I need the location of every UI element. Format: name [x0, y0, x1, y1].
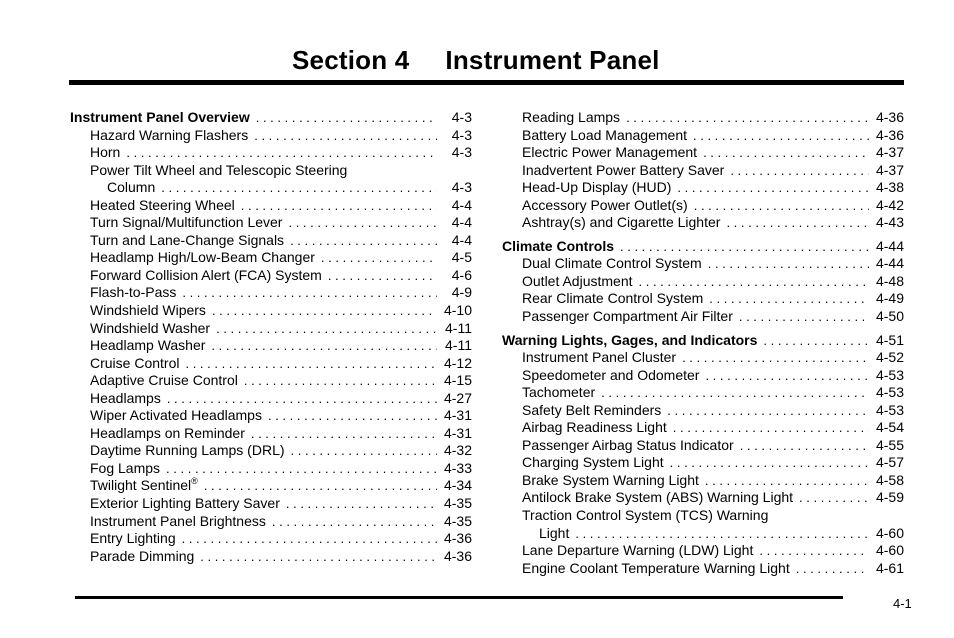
dot-leader: [726, 214, 869, 232]
toc-page-number: 4-57: [875, 454, 904, 471]
toc-entry-label: Charging System Light: [522, 454, 664, 471]
dot-leader: [185, 355, 437, 373]
dot-leader: [286, 495, 437, 513]
toc-entry[interactable]: [70, 390, 472, 408]
dot-leader: [328, 267, 437, 285]
toc-entry[interactable]: [502, 507, 904, 525]
dot-leader: [182, 530, 437, 548]
toc-page-number: 4-48: [875, 272, 904, 289]
toc-entry[interactable]: [70, 513, 472, 531]
toc-page-number: 4-32: [443, 442, 472, 459]
toc-entry-label: Lane Departure Warning (LDW) Light: [522, 542, 754, 559]
toc-page-number: 4-53: [875, 366, 904, 383]
toc-entry[interactable]: [502, 542, 904, 560]
toc-heading[interactable]: [502, 238, 904, 256]
toc-heading[interactable]: [502, 332, 904, 350]
toc-page-number: 4-53: [875, 401, 904, 418]
dot-leader: [693, 127, 869, 145]
dot-leader: [268, 407, 437, 425]
dot-leader: [244, 372, 437, 390]
toc-page-number: 4-15: [443, 372, 472, 389]
toc-page-number: 4-55: [875, 436, 904, 453]
toc-page-number: 4-44: [875, 255, 904, 272]
dot-leader: [291, 442, 437, 460]
toc-page-number: 4-44: [875, 237, 904, 254]
toc-entry-label: Airbag Readiness Light: [522, 419, 667, 436]
toc-entry-label: Antilock Brake System (ABS) Warning Light: [522, 489, 794, 506]
dot-leader: [256, 109, 437, 127]
dot-leader: [677, 179, 869, 197]
toc-entry[interactable]: [70, 495, 472, 513]
toc-page-number: 4-4: [451, 214, 472, 231]
toc-entry[interactable]: [70, 144, 472, 162]
toc-column-left: [70, 109, 472, 565]
toc-entry-label: Twilight Sentinel®: [90, 476, 198, 494]
section-name: Instrument Panel: [445, 45, 660, 75]
toc-entry-label: Electric Power Management: [522, 144, 698, 161]
dot-leader: [272, 513, 437, 531]
section-title: [292, 43, 660, 77]
dot-leader: [705, 472, 869, 490]
dot-leader: [126, 144, 437, 162]
toc-entry[interactable]: [70, 267, 472, 285]
section-label: Section 4: [292, 45, 410, 75]
dot-leader: [730, 162, 869, 180]
toc-entry-label: Cruise Control: [90, 354, 180, 371]
toc-entry[interactable]: [502, 384, 904, 402]
dot-leader: [166, 460, 437, 478]
toc-page-number: 4-60: [875, 542, 904, 559]
toc-entry-label: Rear Climate Control System: [522, 290, 704, 307]
toc-entry-label: Speedometer and Odometer: [522, 366, 700, 383]
toc-entry-label: Light: [539, 524, 570, 541]
toc-entry[interactable]: [502, 214, 904, 232]
toc-page-number: 4-33: [443, 459, 472, 476]
toc-entry-label: Outlet Adjustment: [522, 272, 633, 289]
toc-entry[interactable]: [70, 548, 472, 566]
toc-entry[interactable]: [502, 489, 904, 507]
toc-page-number: 4-3: [451, 179, 472, 196]
toc-entry[interactable]: [70, 460, 472, 478]
toc-entry-label: Warning Lights, Gages, and Indicators: [502, 331, 758, 348]
toc-entry-label: Forward Collision Alert (FCA) System: [90, 266, 322, 283]
toc-entry-label: Heated Steering Wheel: [90, 196, 235, 213]
toc-entry-label: Traction Control System (TCS) Warning: [522, 507, 769, 524]
toc-entry[interactable]: [502, 290, 904, 308]
toc-page-number: 4-36: [875, 109, 904, 125]
toc-entry[interactable]: [502, 179, 904, 197]
toc-entry-label: Dual Climate Control System: [522, 255, 702, 272]
toc-entry-label: Headlamps on Reminder: [90, 424, 245, 441]
toc-entry-label: Ashtray(s) and Cigarette Lighter: [522, 214, 721, 231]
toc-entry[interactable]: [502, 127, 904, 145]
dot-leader: [739, 308, 869, 326]
toc-entry-label: Headlamp Washer: [90, 337, 206, 354]
toc-entry[interactable]: [70, 442, 472, 460]
toc-entry-label: Inadvertent Power Battery Saver: [522, 161, 725, 178]
toc-column-right: [502, 109, 904, 577]
toc-entry[interactable]: [70, 214, 472, 232]
toc-page-number: 4-58: [875, 471, 904, 488]
toc-page-number: 4-37: [875, 144, 904, 161]
dot-leader: [254, 127, 437, 145]
dot-leader: [321, 249, 437, 267]
toc-entry[interactable]: [502, 454, 904, 472]
toc-entry-label: Power Tilt Wheel and Telescopic Steering: [90, 161, 348, 178]
toc-page-number: 4-35: [443, 495, 472, 512]
toc-entry[interactable]: [502, 525, 904, 543]
dot-leader: [212, 302, 437, 320]
toc-entry[interactable]: [70, 284, 472, 302]
toc-entry-label: Column: [107, 179, 156, 196]
toc-page-number: 4-51: [875, 331, 904, 348]
toc-page-number: 4-60: [875, 524, 904, 541]
toc-entry-label: Headlamp High/Low-Beam Changer: [90, 249, 315, 266]
dot-leader: [211, 337, 437, 355]
toc-entry-label: Windshield Wipers: [90, 302, 206, 319]
dot-leader: [167, 390, 437, 408]
toc-entry[interactable]: [502, 349, 904, 367]
toc-entry-label: Head-Up Display (HUD): [522, 179, 672, 196]
toc-page-number: 4-5: [451, 249, 472, 266]
toc-page-number: 4-35: [443, 512, 472, 529]
toc-entry-label: Exterior Lighting Battery Saver: [90, 495, 280, 512]
toc-entry[interactable]: [502, 472, 904, 490]
dot-leader: [251, 425, 437, 443]
toc-page-number: 4-3: [451, 109, 472, 125]
toc-entry[interactable]: [502, 273, 904, 291]
toc-page-number: 4-31: [443, 424, 472, 441]
dot-leader: [161, 179, 437, 197]
toc-entry[interactable]: [502, 308, 904, 326]
toc-entry[interactable]: [502, 402, 904, 420]
toc-entry[interactable]: [70, 320, 472, 338]
toc-page-number: 4-31: [443, 407, 472, 424]
toc-entry[interactable]: [502, 162, 904, 180]
toc-page-number: 4-38: [875, 179, 904, 196]
dot-leader: [709, 290, 869, 308]
dot-leader: [216, 320, 437, 338]
dot-leader: [694, 197, 869, 215]
dot-leader: [796, 560, 869, 578]
toc-page-number: 4-4: [451, 231, 472, 248]
toc-entry-label: Entry Lighting: [90, 530, 176, 547]
toc-page-number: 4-52: [875, 349, 904, 366]
toc-page-number: 4-53: [875, 384, 904, 401]
dot-leader: [673, 419, 869, 437]
toc-entry-label: Windshield Washer: [90, 319, 211, 336]
toc-entry[interactable]: [502, 419, 904, 437]
dot-leader: [204, 477, 437, 495]
toc-entry[interactable]: [502, 197, 904, 215]
toc-entry[interactable]: [70, 179, 472, 197]
toc-page-number: 4-34: [443, 477, 472, 494]
toc-entry[interactable]: [70, 232, 472, 250]
toc-entry[interactable]: [502, 109, 904, 127]
toc-entry[interactable]: [502, 255, 904, 273]
toc-entry-label: Headlamps: [90, 389, 161, 406]
toc-entry-label: Instrument Panel Brightness: [90, 512, 266, 529]
toc-entry[interactable]: [70, 197, 472, 215]
toc-entry-label: Tachometer: [522, 384, 596, 401]
toc-page-number: 4-54: [875, 419, 904, 436]
toc-entry-label: Battery Load Management: [522, 126, 687, 143]
dot-leader: [670, 454, 869, 472]
toc-entry-label: Turn Signal/Multifunction Lever: [90, 214, 283, 231]
toc-entry-label: Passenger Airbag Status Indicator: [522, 436, 734, 453]
toc-page-number: 4-42: [875, 196, 904, 213]
dot-leader: [667, 402, 869, 420]
toc-entry[interactable]: [70, 425, 472, 443]
dot-leader: [288, 214, 437, 232]
dot-leader: [575, 525, 869, 543]
toc-entry-label: Daytime Running Lamps (DRL): [90, 442, 285, 459]
dot-leader: [200, 548, 437, 566]
registered-mark: ®: [191, 476, 198, 487]
toc-page-number: 4-37: [875, 161, 904, 178]
toc-entry[interactable]: [70, 127, 472, 145]
toc-entry-label: Hazard Warning Flashers: [90, 126, 249, 143]
toc-heading[interactable]: [70, 109, 472, 127]
toc-page-number: 4-43: [875, 214, 904, 231]
toc-entry[interactable]: [70, 249, 472, 267]
toc-entry-label: Parade Dimming: [90, 547, 195, 564]
dot-leader: [241, 197, 437, 215]
toc-entry[interactable]: [70, 302, 472, 320]
toc-entry[interactable]: [70, 355, 472, 373]
dot-leader: [763, 332, 869, 350]
toc-entry-label: Engine Coolant Temperature Warning Light: [522, 559, 790, 576]
toc-page-number: 4-11: [445, 319, 472, 336]
toc-page-number: 4-49: [875, 290, 904, 307]
toc-entry-label: Instrument Panel Cluster: [522, 349, 677, 366]
toc-entry[interactable]: [70, 162, 472, 180]
toc-page-number: 4-3: [451, 126, 472, 143]
toc-entry[interactable]: [70, 530, 472, 548]
toc-page-number: 4-59: [875, 489, 904, 506]
dot-leader: [182, 284, 437, 302]
toc-page-number: 4-6: [451, 266, 472, 283]
toc-entry[interactable]: [70, 337, 472, 355]
toc-page-number: 4-4: [451, 196, 472, 213]
toc-entry-label: Reading Lamps: [522, 109, 621, 125]
toc-entry[interactable]: [502, 437, 904, 455]
toc-entry-label: Accessory Power Outlet(s): [522, 196, 688, 213]
toc-page-number: 4-61: [875, 559, 904, 576]
dot-leader: [708, 255, 869, 273]
toc-page-number: 4-36: [443, 530, 472, 547]
page-number: 4-1: [893, 596, 912, 611]
toc-entry[interactable]: [70, 407, 472, 425]
toc-page-number: 4-36: [443, 547, 472, 564]
dot-leader: [290, 232, 437, 250]
toc-entry-label: Wiper Activated Headlamps: [90, 407, 262, 424]
toc-entry-label: Brake System Warning Light: [522, 471, 699, 488]
toc-page-number: 4-27: [443, 389, 472, 406]
dot-leader: [705, 367, 869, 385]
top-rule: [69, 80, 904, 85]
toc-entry-label: Fog Lamps: [90, 459, 161, 476]
dot-leader: [740, 437, 869, 455]
dot-leader: [759, 542, 869, 560]
toc-entry-label: Climate Controls: [502, 237, 615, 254]
toc-entry-label: Adaptive Cruise Control: [90, 372, 238, 389]
toc-entry-label: Flash-to-Pass: [90, 284, 177, 301]
toc-page-number: 4-3: [451, 144, 472, 161]
toc-entry[interactable]: [70, 372, 472, 390]
toc-page-number: 4-36: [875, 126, 904, 143]
dot-leader: [682, 349, 869, 367]
toc-page-number: 4-10: [443, 302, 472, 319]
dot-leader: [620, 238, 869, 256]
toc-entry-label: Turn and Lane-Change Signals: [90, 231, 285, 248]
toc-page-number: 4-12: [443, 354, 472, 371]
dot-leader: [799, 489, 869, 507]
dot-leader: [626, 109, 869, 127]
toc-entry[interactable]: [502, 367, 904, 385]
dot-leader: [639, 273, 869, 291]
toc-entry[interactable]: [70, 477, 472, 495]
toc-page-number: 4-9: [451, 284, 472, 301]
toc-entry-label: Safety Belt Reminders: [522, 401, 662, 418]
toc-entry-label: Passenger Compartment Air Filter: [522, 308, 733, 325]
dot-leader: [703, 144, 869, 162]
toc-page-number: 4-11: [445, 337, 472, 354]
toc-entry[interactable]: [502, 144, 904, 162]
dot-leader: [601, 384, 869, 402]
toc-entry[interactable]: [502, 560, 904, 578]
toc-page-number: 4-50: [875, 308, 904, 325]
toc-entry-label: Horn: [90, 144, 121, 161]
toc-entry-label: Instrument Panel Overview: [70, 109, 250, 125]
bottom-rule: [75, 596, 843, 599]
